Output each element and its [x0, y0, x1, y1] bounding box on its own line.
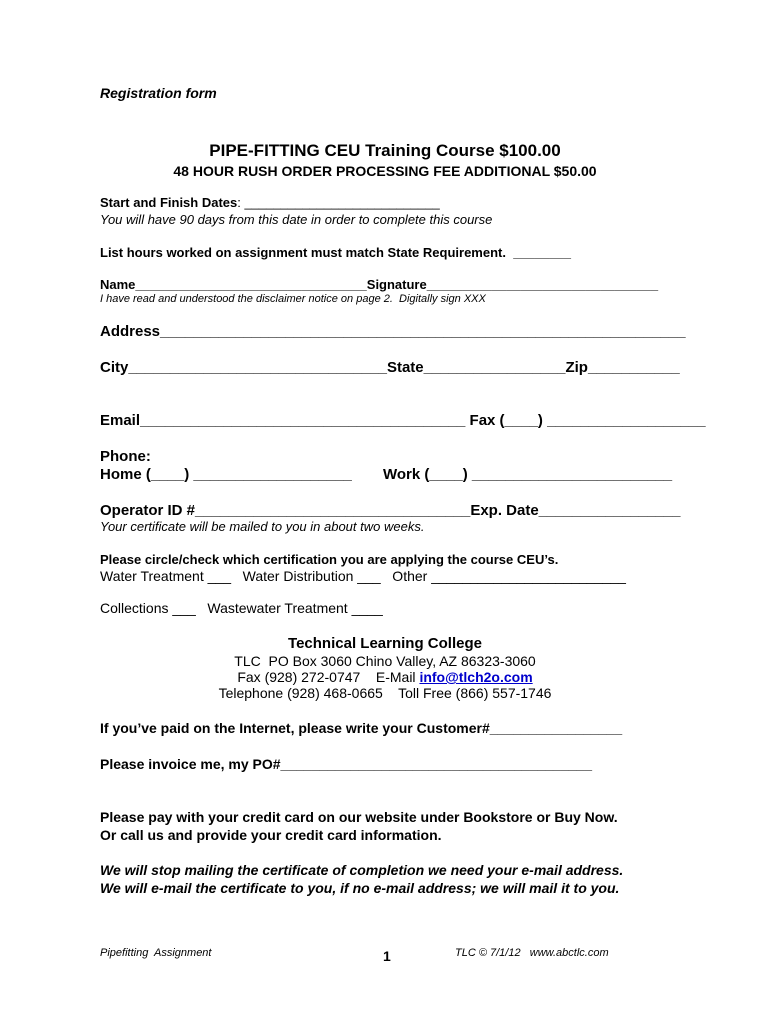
email-notice-1: We will stop mailing the certificate of completion we need your e-mail address.	[100, 862, 624, 878]
operator-id-field[interactable]: Operator ID #_________________________________Exp. Date_________________	[100, 502, 681, 519]
page-number: 1	[383, 948, 391, 964]
credit-card-instruction-2: Or call us and provide your credit card information.	[100, 827, 442, 843]
email-link[interactable]: info@tlch2o.com	[419, 669, 533, 685]
work-phone-field[interactable]: Work (____) ________________________	[383, 466, 673, 483]
phone-label: Phone:	[100, 448, 151, 465]
footer-left: Pipefitting Assignment	[100, 947, 212, 959]
rush-fee-subtitle: 48 HOUR RUSH ORDER PROCESSING FEE ADDITIONAL $50.00	[173, 163, 597, 179]
college-address: TLC PO Box 3060 Chino Valley, AZ 86323-3060	[234, 653, 536, 669]
form-label: Registration form	[100, 85, 217, 101]
dates-blank: : ___________________________	[237, 195, 440, 210]
email-fax-field[interactable]: Email_______________________________________ Fax (____) ___________________	[100, 412, 706, 429]
footer-right: TLC © 7/1/12 www.abctlc.com	[455, 947, 609, 959]
credit-card-instruction-1: Please pay with your credit card on our website under Bookstore or Buy Now.	[100, 809, 618, 825]
college-fax-email	[0, 669, 770, 685]
name-signature-field[interactable]: Name________________________________Signature________________________________	[100, 277, 659, 292]
dates-label: Start and Finish Dates	[100, 195, 238, 210]
course-title: PIPE-FITTING CEU Training Course $100.00	[209, 141, 561, 160]
certification-options-row2[interactable]: Collections ___ Wastewater Treatment ____	[100, 600, 383, 616]
certification-heading: Please circle/check which certification you are applying the course CEU’s.	[100, 552, 559, 567]
home-phone-field[interactable]: Home (____) ___________________	[100, 466, 352, 483]
address-field[interactable]: Address_______________________________________________________________	[100, 323, 686, 340]
hours-field[interactable]: List hours worked on assignment must match State Requirement. ________	[100, 245, 572, 260]
dates-field[interactable]	[100, 195, 440, 210]
disclaimer-note: I have read and understood the disclaimer notice on page 2. Digitally sign XXX	[100, 293, 486, 305]
certification-options-row1[interactable]: Water Treatment ___ Water Distribution ___ Other _________________________	[100, 568, 626, 584]
city-state-zip-field[interactable]: City_______________________________State_________________Zip___________	[100, 359, 680, 376]
fax-text: Fax (928) 272-0747 E-Mail	[237, 669, 420, 685]
college-phone: Telephone (928) 468-0665 Toll Free (866) 557-1746	[218, 685, 552, 701]
email-notice-2: We will e-mail the certificate to you, if no e-mail address; we will mail it to you.	[100, 880, 620, 896]
dates-note: You will have 90 days from this date in order to complete this course	[100, 212, 493, 227]
customer-number-field[interactable]: If you’ve paid on the Internet, please write your Customer#_________________	[100, 720, 623, 736]
po-number-field[interactable]: Please invoice me, my PO#________________________________________	[100, 756, 592, 772]
college-name: Technical Learning College	[288, 635, 482, 652]
mail-note: Your certificate will be mailed to you in about two weeks.	[100, 519, 425, 534]
